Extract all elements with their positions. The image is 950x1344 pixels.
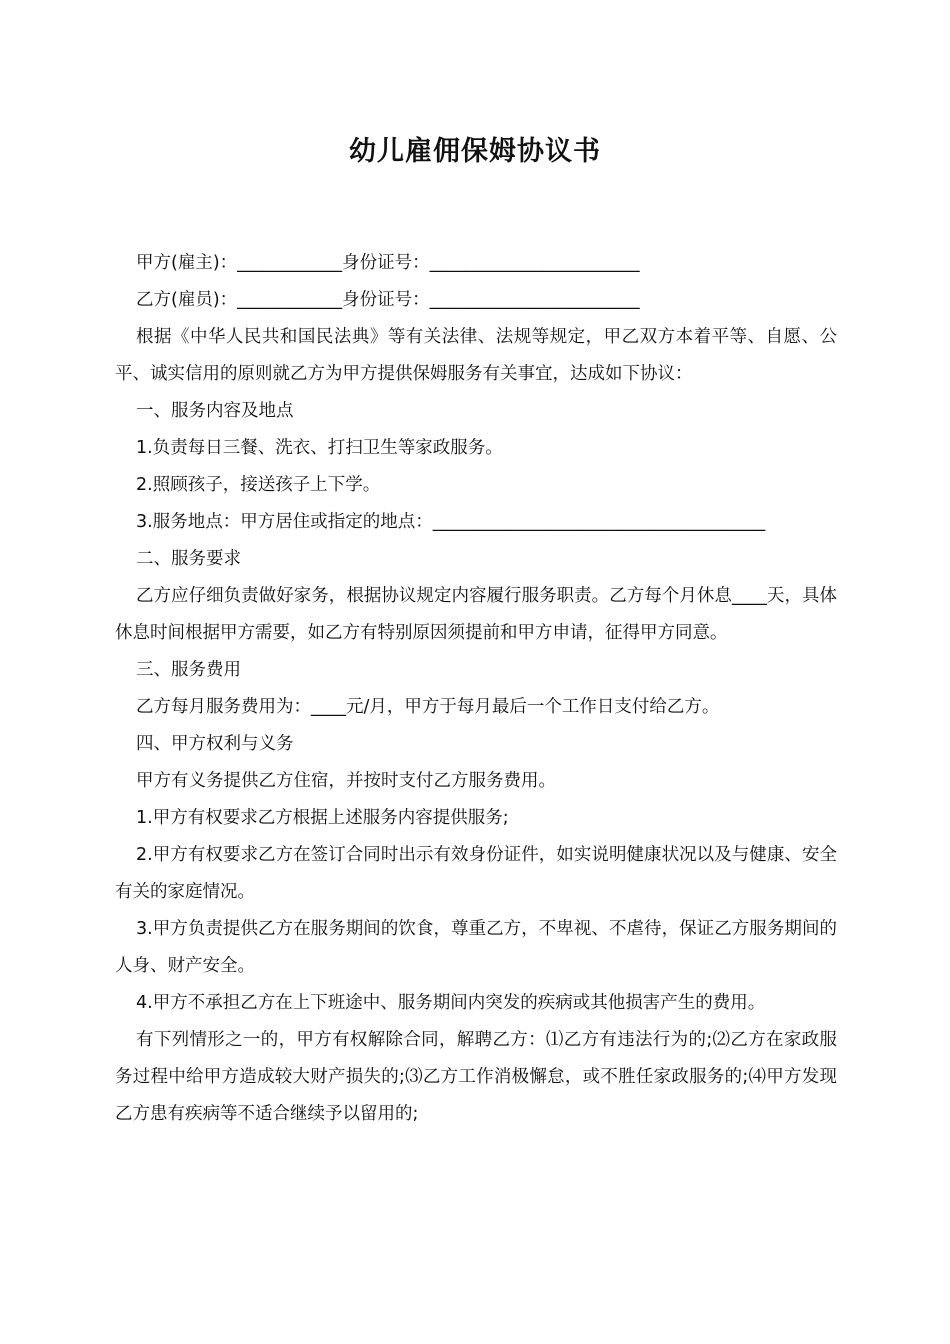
list-item: 1.甲方有权要求乙方根据上述服务内容提供服务; [136, 808, 509, 828]
section-heading-2: 二、服务要求 [136, 549, 241, 569]
party-a-line: 甲方(雇主)：____________身份证号：________________________ [136, 253, 640, 273]
service-location-item: 3.服务地点：甲方居住或指定的地点：______________________________________ [136, 512, 766, 532]
section-heading-3: 三、服务费用 [136, 660, 241, 680]
section-heading-1: 一、服务内容及地点 [136, 401, 294, 421]
list-item: 1.负责每日三餐、洗衣、打扫卫生等家政服务。 [136, 438, 503, 458]
preamble-paragraph: 根据《中华人民共和国民法典》等有关法律、法规等规定，甲乙双方本着平等、自愿、公平、诚实信用的原则就乙方为甲方提供保姆服务有关事宜，达成如下协议： [115, 327, 837, 384]
list-item: 4.甲方不承担乙方在上下班途中、服务期间内突发的疾病或其他损害产生的费用。 [136, 993, 766, 1013]
document-title: 幼儿雇佣保姆协议书 [349, 136, 601, 167]
party-b-line: 乙方(雇员)：____________身份证号：________________________ [136, 290, 640, 310]
section-heading-4: 四、甲方权利与义务 [136, 734, 294, 754]
service-fee-paragraph: 乙方每月服务费用为：____元/月，甲方于每月最后一个工作日支付给乙方。 [136, 697, 720, 717]
list-item: 2.照顾孩子，接送孩子上下学。 [136, 475, 381, 495]
party-a-obligation-paragraph: 甲方有义务提供乙方住宿，并按时支付乙方服务费用。 [136, 771, 556, 791]
document-body [115, 245, 837, 1133]
list-item: 3.甲方负责提供乙方在服务期间的饮食，尊重乙方，不卑视、不虐待，保证乙方服务期间的人身、财产安全。 [115, 919, 837, 976]
termination-paragraph: 有下列情形之一的，甲方有权解除合同，解聘乙方：⑴乙方有违法行为的;⑵乙方在家政服务过程中给甲方造成较大财产损失的;⑶乙方工作消极懈怠，或不胜任家政服务的;⑷甲方发现乙方患有疾病等不适合继续予以留用的; [115, 1030, 837, 1124]
service-requirement-paragraph: 乙方应仔细负责做好家务，根据协议规定内容履行服务职责。乙方每个月休息____天，具体休息时间根据甲方需要，如乙方有特别原因须提前和甲方申请，征得甲方同意。 [115, 586, 837, 643]
list-item: 2.甲方有权要求乙方在签订合同时出示有效身份证件，如实说明健康状况以及与健康、安全有关的家庭情况。 [115, 845, 837, 902]
